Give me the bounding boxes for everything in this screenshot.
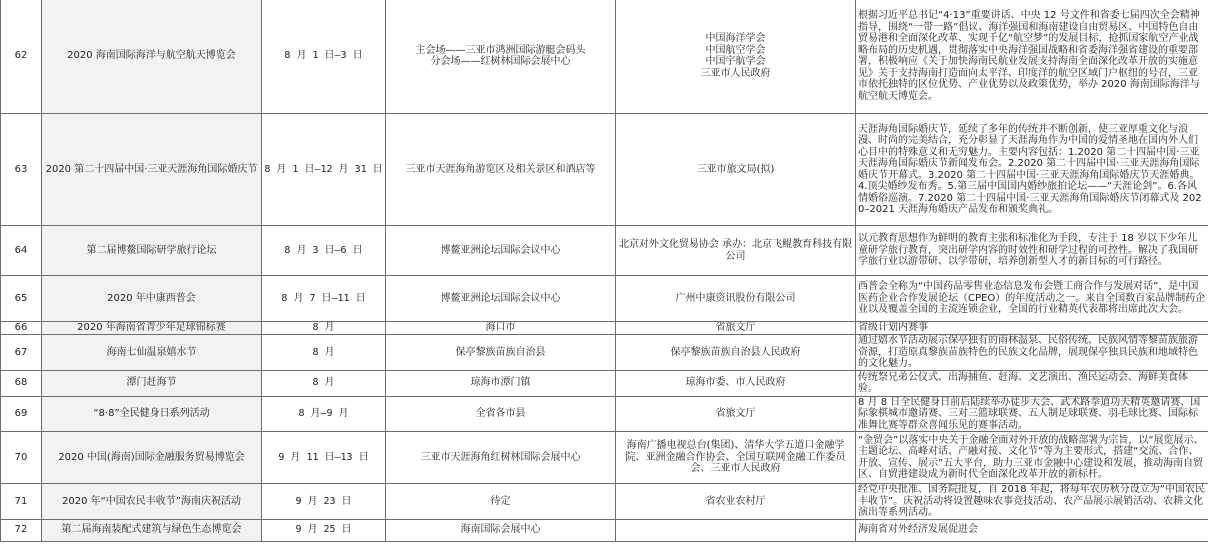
event-organizer: 广州中康资讯股份有限公司 xyxy=(616,276,856,322)
event-description: 通过嬉水节活动展示保亭独有的雨林温泉、民俗传统、民族风情等黎苗族旅游资源，打造原真黎族苗族特色的民族文化品牌，展现保亭独具民族和地域特色的文化魅力。 xyxy=(856,335,1208,371)
event-organizer: 省旅文厅 xyxy=(616,322,856,335)
row-number: 69 xyxy=(1,396,42,432)
event-time: 8 月 xyxy=(262,335,386,371)
event-description: 省级计划内赛事 xyxy=(856,322,1208,335)
event-description: 8 月 8 日全民健身日前后陆续举办徒步大会、武术路拳道功夫精英邀请赛、国际象棋城市邀请赛、三对三篮球联赛、五人制足球联赛、羽毛球比赛、国际标准舞比赛等群众喜闻乐见的赛事活动。 xyxy=(856,396,1208,432)
event-venue: 海南国际会展中心 xyxy=(386,519,616,541)
event-name: 2020 第二十四届中国·三亚天涯海角国际婚庆节 xyxy=(42,114,262,226)
row-number: 67 xyxy=(1,335,42,371)
event-time: 9 月 23 日 xyxy=(262,484,386,520)
event-organizer: 北京对外文化贸易协会 承办：北京飞鲲教育科技有限公司 xyxy=(616,226,856,276)
event-venue: 博鳌亚洲论坛国际会议中心 xyxy=(386,276,616,322)
event-organizer: 省旅文厅 xyxy=(616,396,856,432)
event-venue: 博鳌亚洲论坛国际会议中心 xyxy=(386,226,616,276)
event-time: 8 月 3 日–6 日 xyxy=(262,226,386,276)
table-row xyxy=(1,484,1208,520)
table-row xyxy=(1,114,1208,226)
row-number: 62 xyxy=(1,0,42,114)
event-organizer: 海南广播电视总台(集团)、清华大学五道口金融学院、亚洲金融合作协会、全国互联网金融工作委员会、三亚市人民政府 xyxy=(616,432,856,484)
event-time: 8 月 xyxy=(262,370,386,396)
table-row xyxy=(1,276,1208,322)
event-name: 2020 年“中国农民丰收节”海南庆祝活动 xyxy=(42,484,262,520)
table-row xyxy=(1,335,1208,371)
table-row xyxy=(1,370,1208,396)
table-row xyxy=(1,0,1208,114)
event-venue: 琼海市潭门镇 xyxy=(386,370,616,396)
row-number: 63 xyxy=(1,114,42,226)
table-row xyxy=(1,396,1208,432)
event-venue: 海口市 xyxy=(386,322,616,335)
event-name: 2020 中国(海南)国际金融服务贸易博览会 xyxy=(42,432,262,484)
event-venue: 主会场——三亚市鸿洲国际游艇会码头 分会场——红树林国际会展中心 xyxy=(386,0,616,114)
event-time: 9 月 11 日–13 日 xyxy=(262,432,386,484)
event-description: 根据习近平总书记“4·13”重要讲话、中央 12 号文件和省委七届四次全会精神指导，围绕“一带一路”倡议、海洋强国和海南建设自由贸易区、中国特色自由贸易港和全面深化改革、实现千亿“航空梦”的发展目标，抢抓国家航空产业战略布局的历史机遇，贯彻落实中央海洋强国战略和省委海洋强省建设的重要部署，积极响应《关于加快海南民航业发展支持海南全面深化改革开放的实施意见》关于支持海南打造面向太平洋、印度洋的航空区域门户枢纽的号召，三亚市依托独特的区位优势、产业优势以及政策优势，举办 2020 海南国际海洋与航空航天博览会。 xyxy=(856,0,1208,114)
row-number: 68 xyxy=(1,370,42,396)
event-name: 2020 年海南省青少年足球锦标赛 xyxy=(42,322,262,335)
event-venue: 三亚市天涯海角游览区及相关景区和酒店等 xyxy=(386,114,616,226)
event-organizer: 三亚市旅文局(拟) xyxy=(616,114,856,226)
event-time: 9 月 25 日 xyxy=(262,519,386,541)
event-venue: 待定 xyxy=(386,484,616,520)
table-row xyxy=(1,322,1208,335)
row-number: 66 xyxy=(1,322,42,335)
event-description: 海南省对外经济发展促进会 xyxy=(856,519,1208,541)
event-time: 8 月–9 月 xyxy=(262,396,386,432)
row-number: 65 xyxy=(1,276,42,322)
event-organizer: 琼海市委、市人民政府 xyxy=(616,370,856,396)
event-organizer: 保亭黎族苗族自治县人民政府 xyxy=(616,335,856,371)
event-venue: 三亚市天涯海角红树林国际会展中心 xyxy=(386,432,616,484)
event-venue: 全省各市县 xyxy=(386,396,616,432)
event-name: 2020 年中康西普会 xyxy=(42,276,262,322)
event-time: 8 月 xyxy=(262,322,386,335)
event-description: 以元教育思想作为鲜明的教育主张和标准化为手段，专注于 18 岁以下少年儿童研学旅行教育，突出研学内容的时效性和研学过程的可控性。解决了我国研学旅行业以游带研、以学带研，培养创新型人才的新目标的可行路径。 xyxy=(856,226,1208,276)
row-number: 64 xyxy=(1,226,42,276)
event-name: 海南七仙温泉嬉水节 xyxy=(42,335,262,371)
event-name: 潭门赶海节 xyxy=(42,370,262,396)
event-organizer xyxy=(616,519,856,541)
event-venue: 保亭黎族苗族自治县 xyxy=(386,335,616,371)
row-number: 72 xyxy=(1,519,42,541)
event-description: 经党中央批准、国务院批复，自 2018 年起，将每年农历秋分设立为“中国农民丰收节”。庆祝活动将设置趣味农事竞技活动、农产品展示展销活动、农耕文化演出等系列活动。 xyxy=(856,484,1208,520)
table-row xyxy=(1,519,1208,541)
table-row xyxy=(1,226,1208,276)
event-name: 2020 海南国际海洋与航空航天博览会 xyxy=(42,0,262,114)
event-time: 8 月 1 日–12 月 31 日 xyxy=(262,114,386,226)
event-organizer: 省农业农村厅 xyxy=(616,484,856,520)
event-organizer: 中国海洋学会 中国航空学会 中国宇航学会 三亚市人民政府 xyxy=(616,0,856,114)
event-time: 8 月 7 日–11 日 xyxy=(262,276,386,322)
event-name: 第二届海南装配式建筑与绿色生态博览会 xyxy=(42,519,262,541)
event-description: “金贸会”以落实中央关于金融全面对外开放的战略部署为宗旨，以“展览展示、主题论坛、高峰对话、产融对接、文化节”等为主要形式，搭建“交流、合作、开放、宣传、展示”五大平台，助力三亚市金融中心建设和发展，推动海南自贸区、自贸港建设成为新时代全面深化改革开放的新标杆。 xyxy=(856,432,1208,484)
table-row xyxy=(1,432,1208,484)
event-name: “8·8”全民健身日系列活动 xyxy=(42,396,262,432)
row-number: 70 xyxy=(1,432,42,484)
event-description: 西普会全称为“中国药品零售业态信息发布会暨工商合作与发展对话”，是中国医药企业合作发展论坛（CPEO）的年度活动之一。来自全国数百家品牌制药企业以及覆盖全国的主流连锁企业，全国的行业精英代表都将出席此次大会。 xyxy=(856,276,1208,322)
row-number: 71 xyxy=(1,484,42,520)
event-time: 8 月 1 日–3 日 xyxy=(262,0,386,114)
event-description: 传统祭兄弟公仪式、出海捕鱼、赶海、文艺演出、渔民运动会、海鲜美食体验。 xyxy=(856,370,1208,396)
event-name: 第二届博鳌国际研学旅行论坛 xyxy=(42,226,262,276)
event-description: 天涯海角国际婚庆节，延续了多年的传统并不断创新，使三亚厚重文化与浪漫、时尚的完美结合，充分彰显了天涯海角作为中国的爱情圣地在国内外人们心目中的特殊意义和无穷魅力。主要内容包括：1.2020 第二十四届中国·三亚天涯海角国际婚庆节新闻发布会。2.2020 第二十四届中国·三亚天涯海角国际婚庆节开幕式。3.2020 第二十四届中国·三亚天涯海角国际婚庆节天涯婚典。4.顶尖婚纱发布秀。5.第三届中国国内婚纱旅拍论坛——“天涯论剑”。6.各风情婚俗巡演。7.2020 第二十四届中国·三亚天涯海角国际婚庆节闭幕式及 2020–2021 天涯海角婚庆产品发布和颁奖典礼。 xyxy=(856,114,1208,226)
